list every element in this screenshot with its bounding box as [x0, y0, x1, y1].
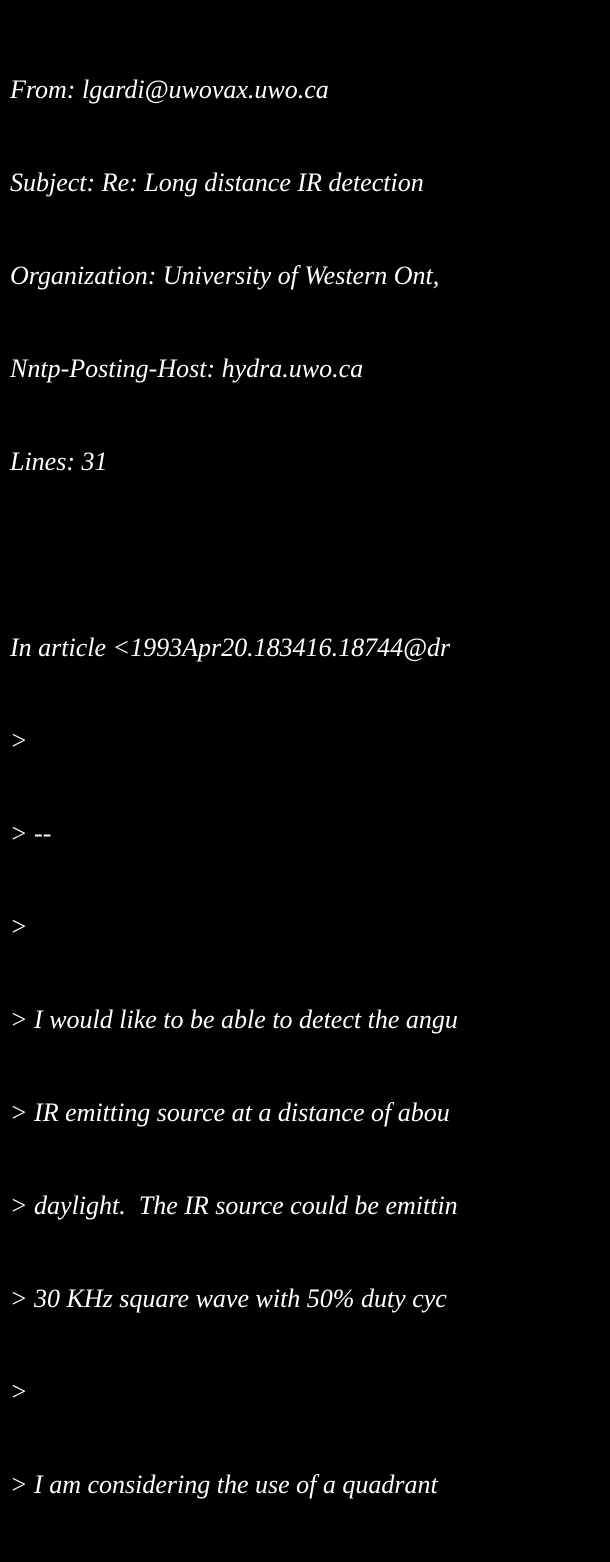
body-line-quote: > I would like to be able to detect the angu — [10, 1005, 458, 1034]
header-from: From: lgardi@uwovax.uwo.ca — [10, 75, 329, 104]
header-nntp-posting-host: Nntp-Posting-Host: hydra.uwo.ca — [10, 354, 364, 383]
body-line-quote: > daylight. The IR source could be emittin — [10, 1191, 458, 1220]
body-line-quote: > — [10, 726, 28, 755]
body-line-attribution: In article <1993Apr20.183416.18744@dr — [10, 633, 451, 662]
header-subject: Subject: Re: Long distance IR detection — [10, 168, 424, 197]
header-organization: Organization: University of Western Ont, — [10, 261, 440, 290]
header-lines: Lines: 31 — [10, 447, 108, 476]
message-text — [10, 12, 610, 1562]
body-line-quote: > -- — [10, 819, 52, 848]
body-line-quote: > I am considering the use of a quadrant — [10, 1470, 438, 1499]
body-line-quote: > — [10, 912, 28, 941]
body-line-quote: > 30 KHz square wave with 50% duty cyc — [10, 1284, 447, 1313]
body-line-quote: > — [10, 1377, 28, 1406]
body-line-quote: > IR emitting source at a distance of abou — [10, 1098, 450, 1127]
blank-line — [10, 539, 610, 570]
